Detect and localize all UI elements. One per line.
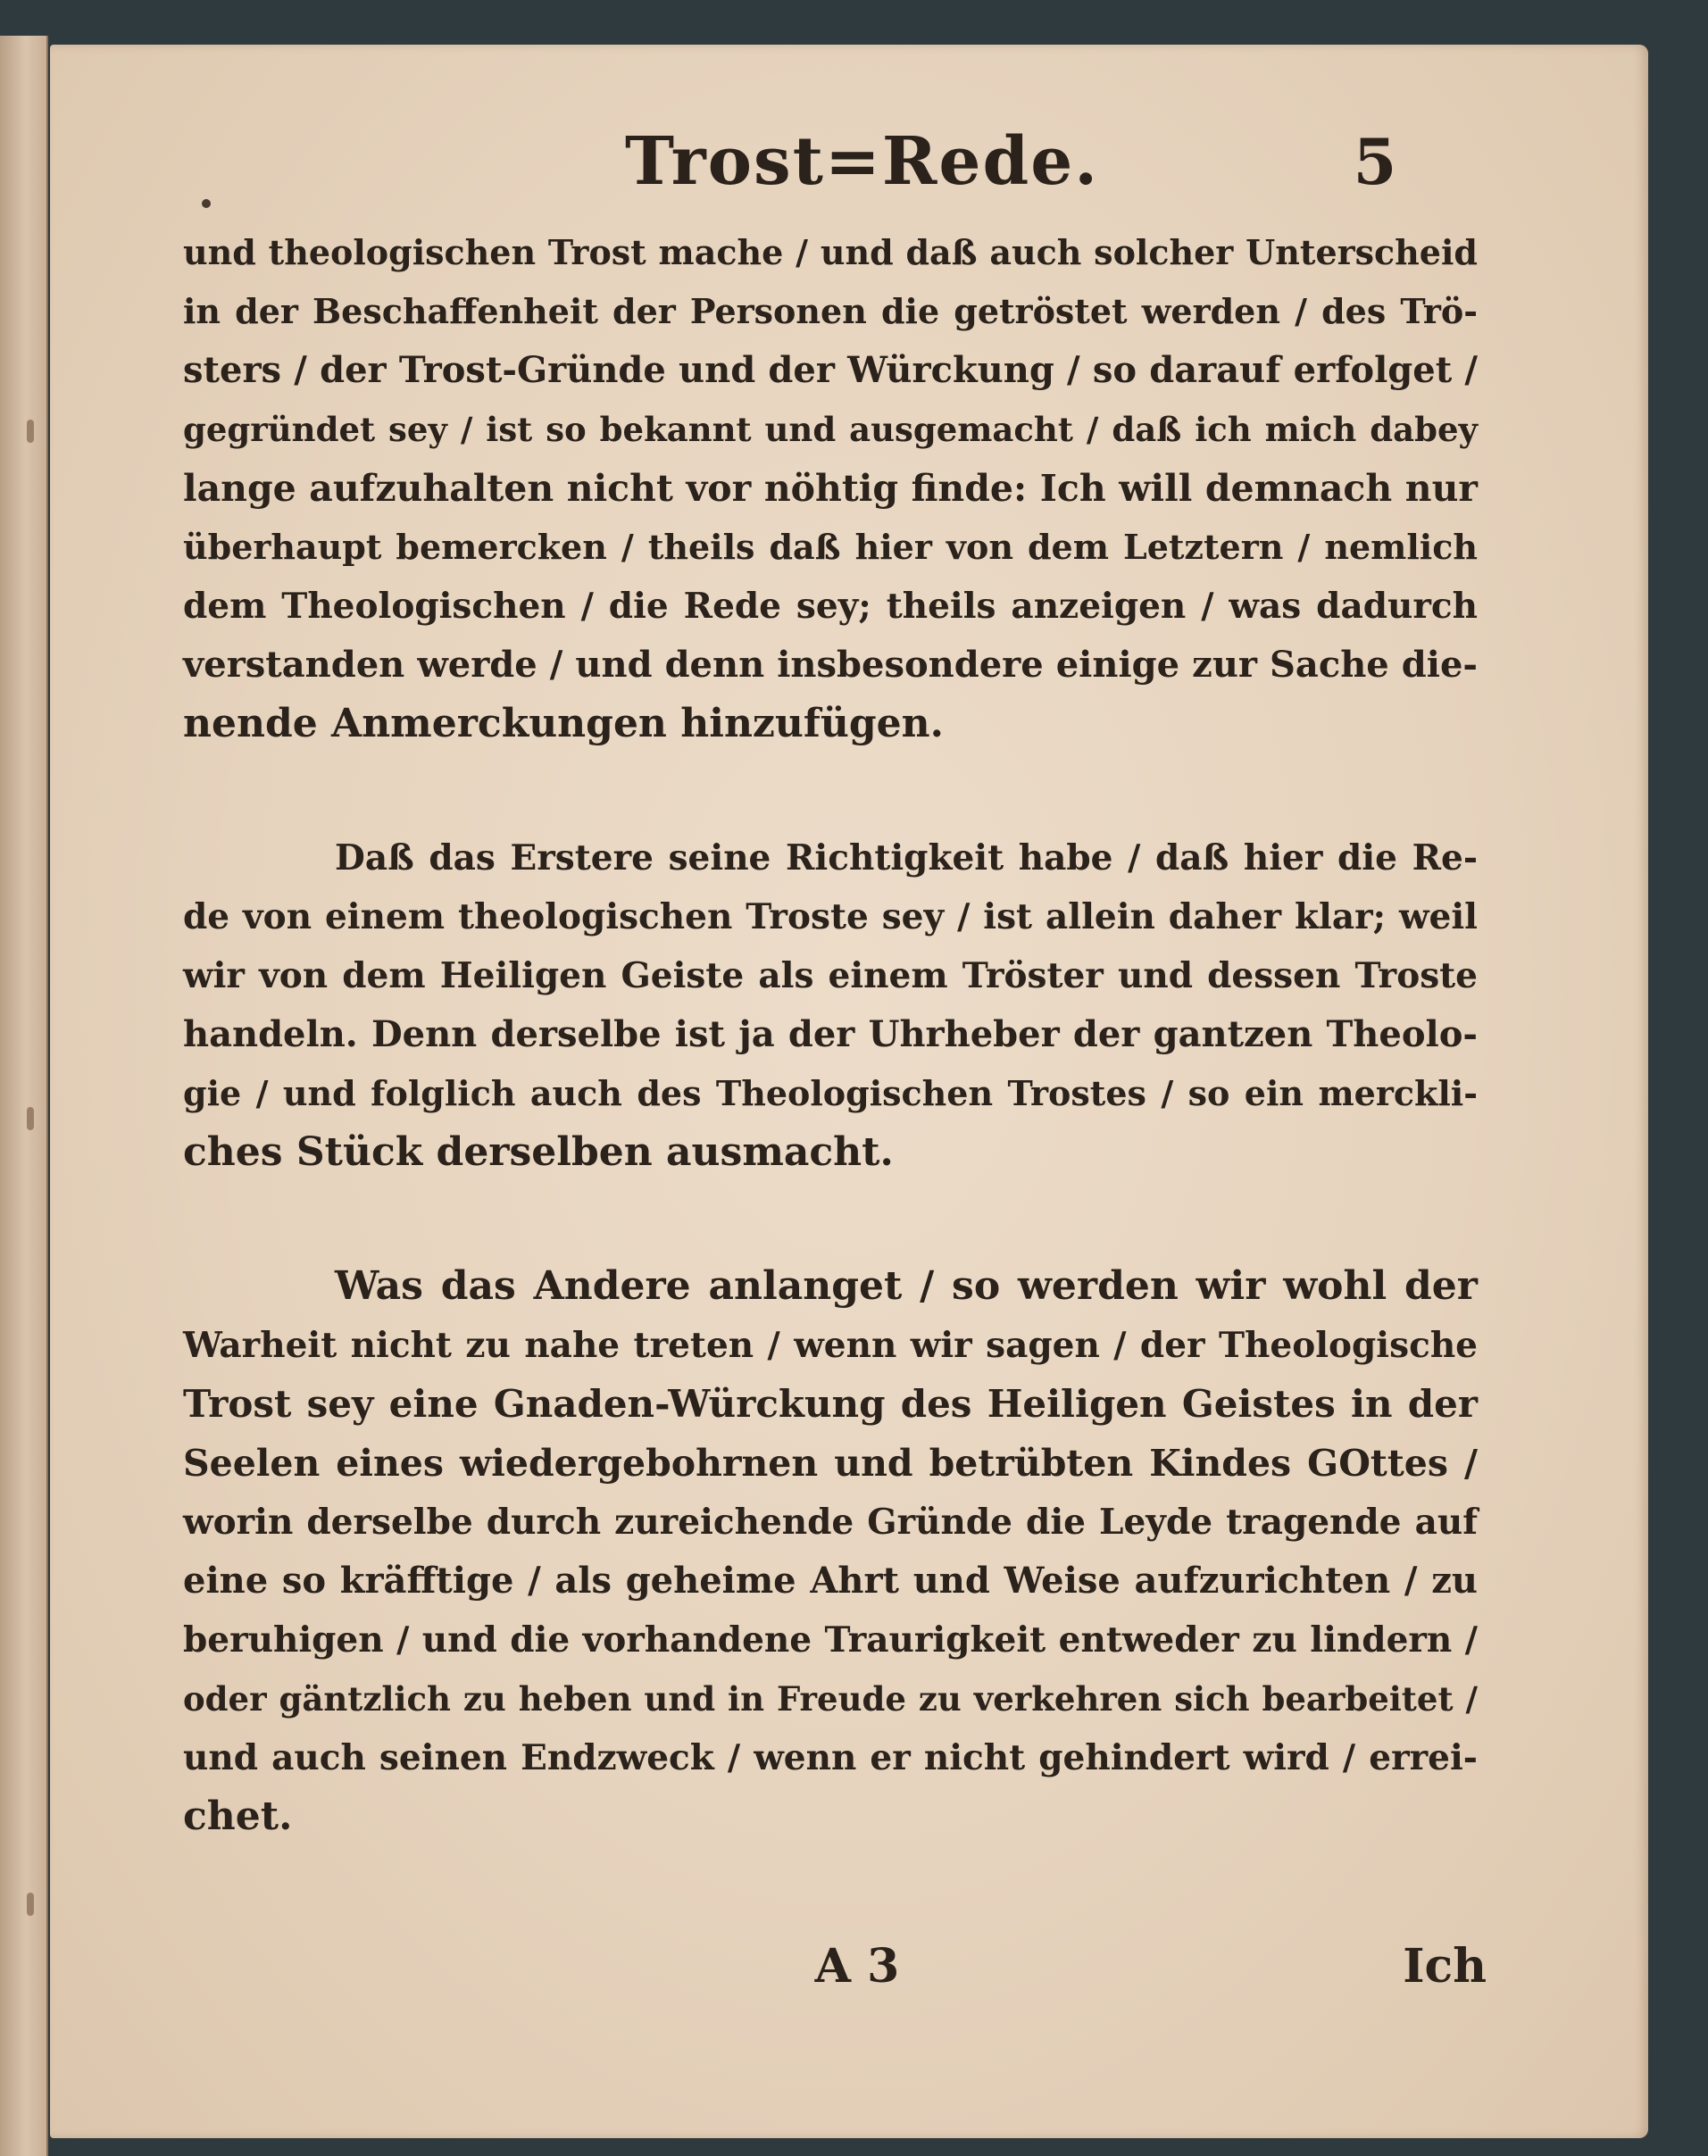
text-line: ches Stück derselben ausmacht.: [183, 1129, 894, 1175]
text-line: lange aufzuhalten nicht vor nöhtig finde: Ich will demnach nur: [183, 467, 1478, 510]
text-line: chet.: [183, 1794, 293, 1839]
signature-mark: A 3: [814, 1939, 900, 1994]
text-line: Seelen eines wiedergebohrnen und betrübten Kindes GOttes /: [183, 1442, 1478, 1485]
body-text: [183, 223, 1478, 1846]
binding-stitch: [27, 1107, 34, 1130]
binding-stitch: [27, 1893, 34, 1916]
paragraph-3: [183, 1257, 1478, 1846]
text-line: verstanden werde / und denn insbesondere einige zur Sache die-: [183, 644, 1478, 686]
text-line: oder gäntzlich zu heben und in Freude zu verkehren sich bearbeitet /: [183, 1679, 1478, 1719]
text-line: überhaupt bemercken / theils daß hier von dem Letztern / nemlich: [183, 527, 1478, 567]
text-line: beruhigen / und die vorhandene Traurigkeit entweder zu lindern /: [183, 1619, 1478, 1661]
text-line: und auch seinen Endzweck / wenn er nicht gehindert wird / errei-: [183, 1737, 1478, 1778]
text-line: Trost sey eine Gnaden-Würckung des Heiligen Geistes in der: [183, 1382, 1478, 1426]
binding-stitch: [27, 420, 34, 443]
running-head: Trost=Rede.: [625, 123, 1100, 200]
facing-page-edge: [0, 36, 48, 2156]
text-line: nende Anmerckungen hinzufügen.: [183, 701, 944, 746]
text-line: wir von dem Heiligen Geiste als einem Tröster und dessen Troste: [183, 955, 1478, 996]
text-line: dem Theologischen / die Rede sey; theils anzeigen / was dadurch: [183, 586, 1478, 627]
text-line: gegründet sey / ist so bekannt und ausgemacht / daß ich mich dabey: [183, 410, 1478, 449]
paragraph-2: [183, 828, 1478, 1182]
text-line: worin derselbe durch zureichende Gründe die Leyde tragende auf: [183, 1502, 1478, 1543]
page-number: 5: [1353, 125, 1397, 199]
paragraph-1: [183, 223, 1478, 753]
text-line: gie / und folglich auch des Theologischen Trostes / so ein merckli-: [183, 1073, 1478, 1113]
text-line: Daß das Erstere seine Richtigkeit habe / daß hier die Re-: [335, 837, 1478, 878]
text-line: eine so kräfftige / als geheime Ahrt und Weise aufzurichten / zu: [183, 1560, 1478, 1602]
text-line: de von einem theologischen Troste sey / ist allein daher klar; weil: [183, 896, 1478, 937]
text-line: Was das Andere anlanget / so werden wir wohl der: [335, 1263, 1478, 1309]
text-line: und theologischen Trost mache / und daß auch solcher Unterscheid: [183, 232, 1478, 272]
catchword: Ich: [1403, 1939, 1487, 1994]
text-line: Warheit nicht zu nahe treten / wenn wir sagen / der Theologische: [183, 1325, 1478, 1366]
text-line: sters / der Trost-Gründe und der Würckung / so darauf erfolget /: [183, 349, 1478, 391]
text-line: handeln. Denn derselbe ist ja der Uhrheber der gantzen Theolo-: [183, 1013, 1478, 1055]
ink-dot: [202, 199, 211, 208]
text-line: in der Beschaffenheit der Personen die getröstet werden / des Trö-: [183, 291, 1478, 331]
